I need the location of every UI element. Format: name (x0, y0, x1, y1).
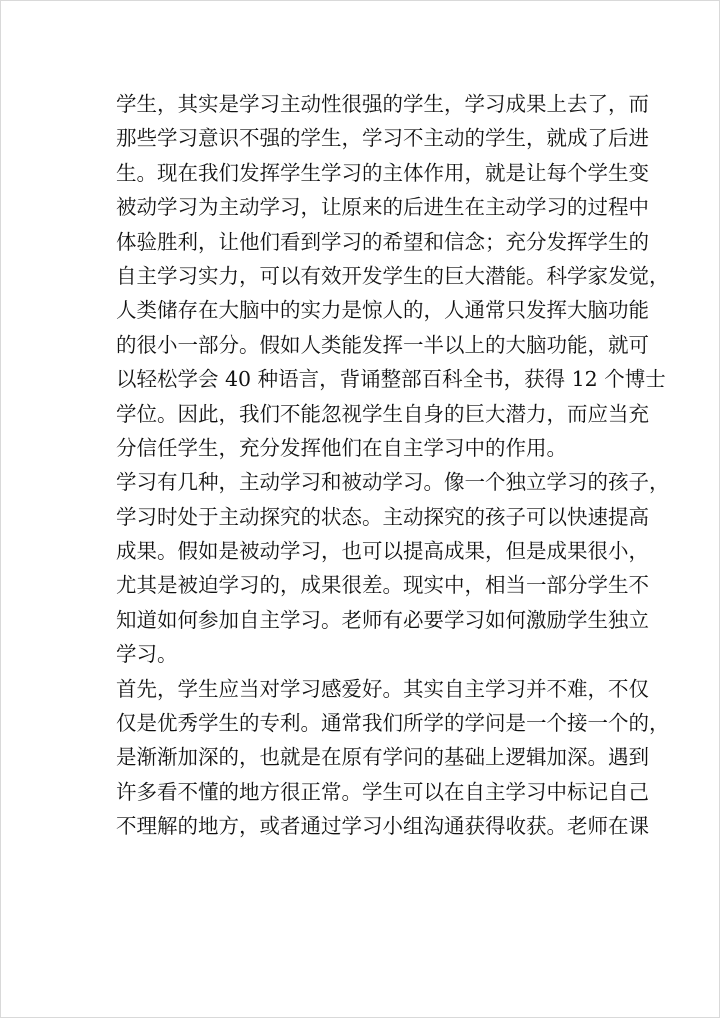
text-line: 的很小一部分。假如人类能发挥一半以上的大脑功能，就可 (116, 332, 649, 357)
text-line: 仅是优秀学生的专利。通常我们所学的学问是一个接一个的， (116, 711, 670, 736)
text-line: 学习。 (116, 642, 178, 667)
text-line: 以轻松学会 40 种语言，背诵整部百科全书，获得 12 个博士 (116, 367, 666, 392)
text-line: 人类储存在大脑中的实力是惊人的，人通常只发挥大脑功能 (116, 298, 649, 323)
text-line: 知道如何参加自主学习。老师有必要学习如何激励学生独立 (116, 607, 649, 632)
text-line: 学习时处于主动探究的状态。主动探究的孩子可以快速提高 (116, 504, 649, 529)
paragraph-3 (116, 672, 670, 844)
document-body (116, 87, 670, 844)
text-line: 体验胜利，让他们看到学习的希望和信念；充分发挥学生的 (116, 229, 649, 254)
text-line: 被动学习为主动学习，让原来的后进生在主动学习的过程中 (116, 195, 649, 220)
text-line: 许多看不懂的地方很正常。学生可以在自主学习中标记自己 (116, 779, 649, 804)
text-line: 是渐渐加深的，也就是在原有学问的基础上逻辑加深。遇到 (116, 745, 649, 770)
text-line: 分信任学生，充分发挥他们在自主学习中的作用。 (116, 435, 567, 460)
text-line: 自主学习实力，可以有效开发学生的巨大潜能。科学家发觉， (116, 263, 670, 288)
text-line: 学生，其实是学习主动性很强的学生，学习成果上去了，而 (116, 92, 649, 116)
text-line: 尤其是被迫学习的，成果很差。现实中，相当一部分学生不 (116, 573, 649, 598)
text-line: 那些学习意识不强的学生，学习不主动的学生，就成了后进 (116, 126, 649, 151)
text-line: 生。现在我们发挥学生学习的主体作用，就是让每个学生变 (116, 160, 649, 185)
text-line: 首先，学生应当对学习感爱好。其实自主学习并不难，不仅 (116, 676, 649, 701)
text-line: 成果。假如是被动学习，也可以提高成果，但是成果很小， (116, 539, 649, 564)
text-line: 学习有几种，主动学习和被动学习。像一个独立学习的孩子， (116, 470, 670, 495)
text-line: 学位。因此，我们不能忽视学生自身的巨大潜力，而应当充 (116, 401, 649, 426)
paragraph-1 (116, 87, 670, 465)
paragraph-2 (116, 465, 670, 671)
text-line: 不理解的地方，或者通过学习小组沟通获得收获。老师在课 (116, 814, 649, 839)
